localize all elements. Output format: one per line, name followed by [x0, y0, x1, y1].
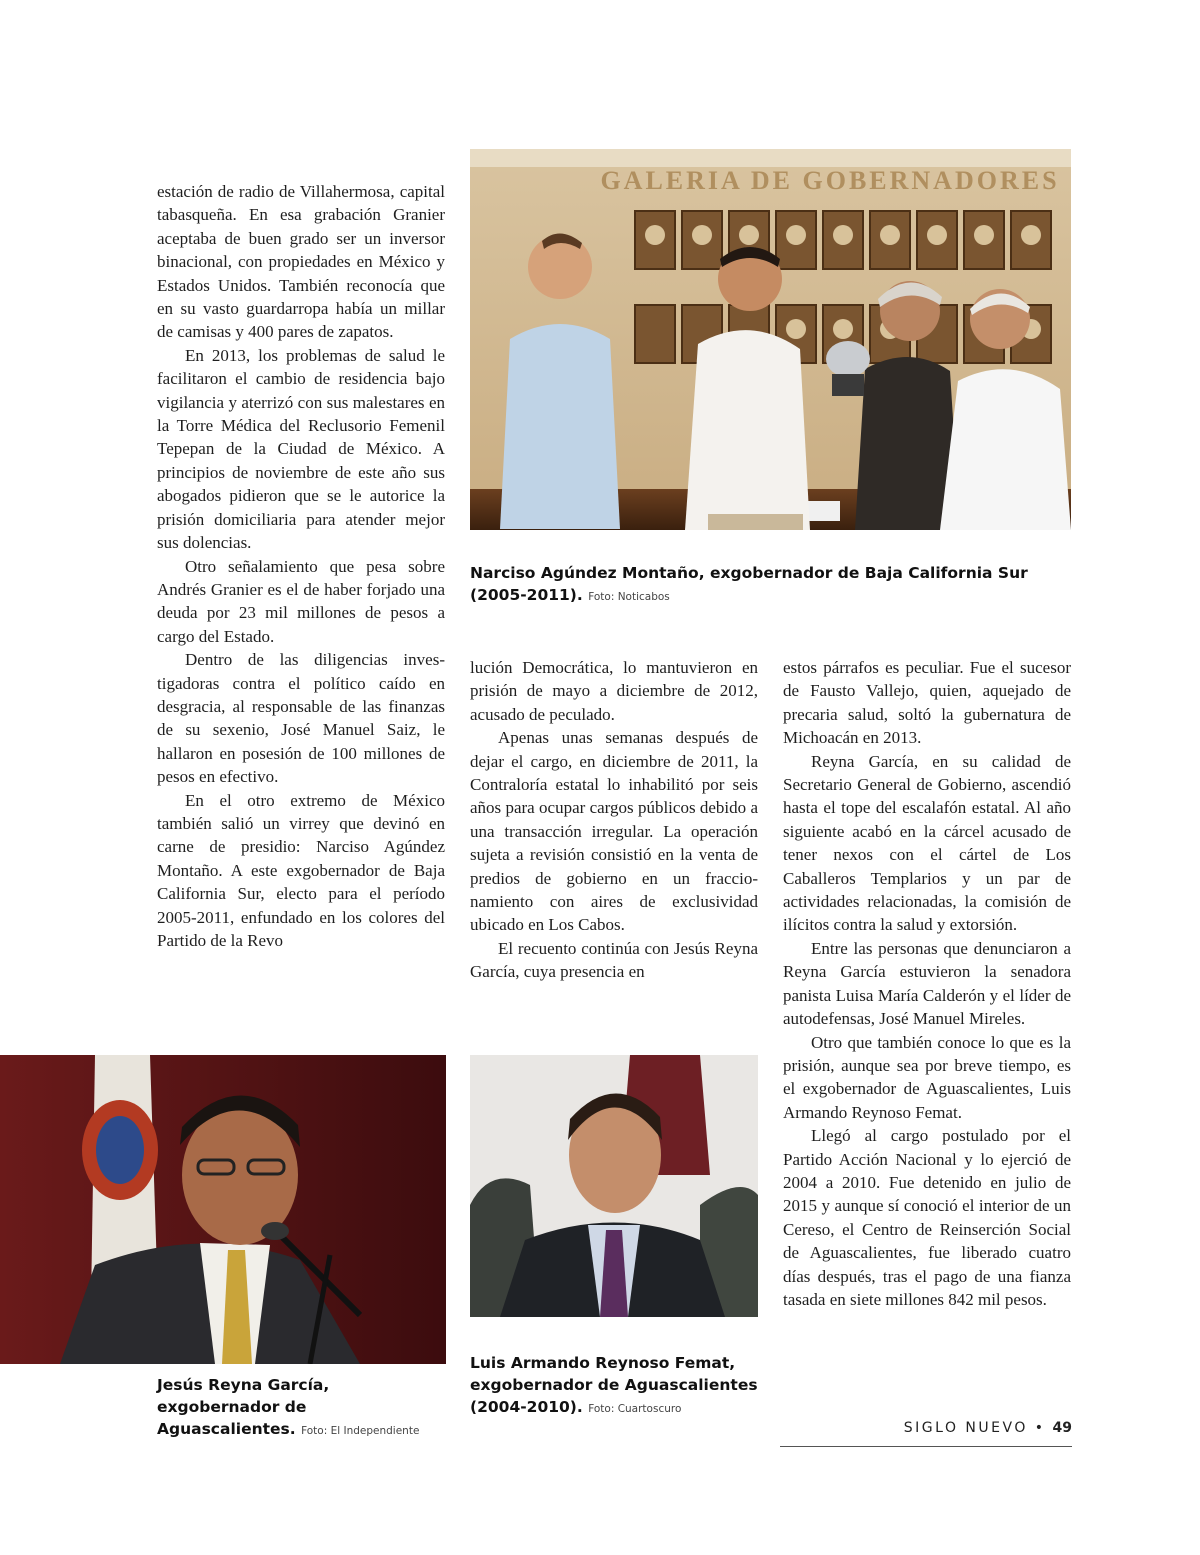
article-column-1: [157, 180, 445, 952]
paragraph: Apenas unas semanas después de dejar el cargo, en diciembre de 2011, la Contraloría estatal lo inhabilitó por seis años para ocupar cargos públicos debido a una transacción irregular. La operación sujeta a revisión consistió en la venta de predios de gobierno en un fraccionamiento con aires de exclusividad ubicado en Los Cabos.: [470, 728, 758, 935]
gallery-photo-illustration: [470, 149, 1071, 530]
gallery-banner-text: GALERIA DE GOBERNADORES: [600, 166, 1060, 195]
paragraph: estación de radio de Villahermosa, capital tabasqueña. En esa grabación Granier aceptaba de buen grado ser un inversor binacional, con propiedades en México y Estados Unidos. También reconocía que en su vasto guardarropa había un millar de camisas y 400 pares de zapatos.: [157, 182, 445, 342]
paragraph: Entre las personas que denunciaron a Reyna García estuvieron la senadora panista Luisa María Calderón y el líder de autodefensas, José Manuel Mireles.: [783, 938, 1071, 1029]
caption-top-photo: [470, 562, 1072, 608]
article-column-3: [783, 656, 1071, 1311]
caption-mid-photo: [470, 1352, 760, 1420]
caption-left-credit: Foto: El Independiente: [301, 1425, 420, 1437]
caption-left-photo: [157, 1374, 447, 1442]
page-footer: [780, 1420, 1072, 1436]
paragraph: Reyna García, en su calidad de Secretario General de Gobierno, ascendió hasta el tope del escalafón estatal. Al año siguiente acabó en la cárcel acusado de tener nexos con el cártel de Los Caballeros Templarios y un par de actividades relacionadas, la comisión de ilícitos contra la salud y extorsión.: [783, 751, 1071, 935]
photo-gallery-of-governors: [470, 149, 1071, 530]
magazine-name: SIGLO NUEVO: [903, 1420, 1028, 1436]
caption-top-credit: Foto: Noticabos: [588, 591, 670, 603]
caption-mid-credit: Foto: Cuartoscuro: [588, 1403, 682, 1415]
paragraph: Dentro de las diligencias investigadoras contra el político caído en desgracia, al responsable de las finanzas de su sexenio, José Manuel Saiz, le hallaron en posesión de 100 millones de pesos en efectivo.: [157, 650, 445, 787]
photo-jesus-reyna-garcia: [0, 1055, 446, 1364]
reyna-photo-illustration: [0, 1055, 446, 1364]
page-number: 49: [1052, 1420, 1072, 1436]
footer-divider: [780, 1446, 1072, 1447]
paragraph: estos párrafos es peculiar. Fue el sucesor de Fausto Vallejo, quien, aquejado de precaria salud, soltó la gubernatura de Michoacán en 2013.: [783, 658, 1071, 748]
reynoso-photo-illustration: [470, 1055, 758, 1317]
paragraph: Otro que también conoce lo que es la prisión, aunque sea por breve tiempo, es el exgobernador de Aguascalientes, Luis Armando Reynoso Femat.: [783, 1032, 1071, 1122]
paragraph: Llegó al cargo postulado por el Partido Acción Nacional y lo ejerció de 2004 a 2010. Fue detenido en julio de 2015 y aunque sí conoció el interior de un Cereso, el Centro de Reinserción Social de Aguascalientes, fue liberado cuatro días después, tras el pago de una fianza tasada en siete millones 842 mil pesos.: [783, 1126, 1071, 1309]
caption-mid-text: Luis Armando Reynoso Femat, exgobernador de Aguascalientes (2004-2010).: [470, 1354, 758, 1416]
paragraph: En 2013, los problemas de salud le facilitaron el cambio de residencia bajo vigilancia y aterrizó con sus malestares en la Torre Médica del Reclusorio Femenil Tepepan de la Ciudad de México. A principios de noviembre de este año sus abogados pidieron que se le autorice la prisión domiciliaria para atender mejor sus dolencias.: [157, 345, 445, 553]
article-column-2: [470, 656, 758, 984]
caption-top-text: Narciso Agúndez Montaño, exgobernador de Baja California Sur (2005-2011).: [470, 564, 1028, 604]
photo-luis-armando-reynoso-femat: [470, 1055, 758, 1317]
paragraph: El recuento continúa con Jesús Reyna García, cuya presencia en: [470, 938, 758, 982]
footer-separator: •: [1034, 1420, 1046, 1436]
paragraph: Otro señalamiento que pesa sobre Andrés Granier es el de haber forjado una deuda por 23 mil millones de pesos a cargo del Estado.: [157, 556, 445, 646]
caption-left-text: Jesús Reyna García, exgobernador de Aguascalientes.: [157, 1376, 330, 1438]
paragraph: lución Democrática, lo mantuvieron en prisión de mayo a diciembre de 2012, acusado de peculado.: [470, 658, 758, 724]
paragraph: En el otro extremo de México también salió un virrey que devinó en carne de presidio: Narciso Agúndez Montaño. A este exgobernador de Baja California Sur, electo para el período 2005-2011, enfundado en los colores del Partido de la Revo: [157, 790, 445, 950]
